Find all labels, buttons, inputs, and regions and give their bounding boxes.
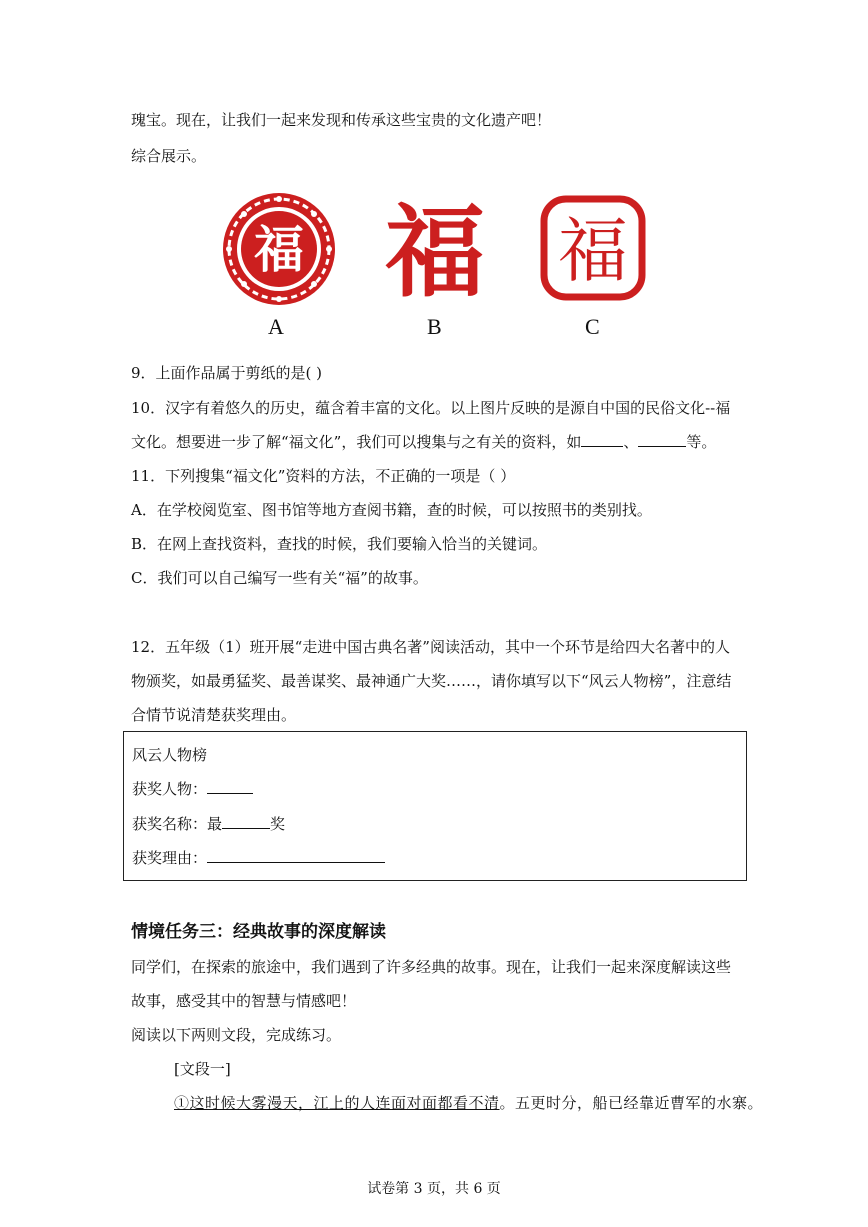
excerpt-underlined-text: 这时候大雾漫天，江上的人连面对面都看不清 <box>189 1094 500 1112</box>
question-11-stem: 11．下列搜集“福文化”资料的方法，不正确的一项是（ ） <box>131 467 516 485</box>
question-10-line-1: 10．汉字有着悠久的历史，蕴含着丰富的文化。以上图片反映的是源自中国的民俗文化--福 <box>131 399 731 417</box>
option-c[interactable]: C．我们可以自己编写一些有关“福”的故事。 <box>131 569 428 587</box>
award-person-label: 获奖人物： <box>132 780 208 798</box>
question-12-line-2: 物颁奖，如最勇猛奖、最善谋奖、最神通广大奖……，请你填写以下“风云人物榜”，注意结 <box>131 672 732 690</box>
figure-label-c: C <box>585 314 600 339</box>
task-3-instruction: 阅读以下两则文段，完成练习。 <box>131 1026 342 1044</box>
question-10-end: 等。 <box>686 433 717 451</box>
award-box <box>123 731 747 881</box>
award-name-blank[interactable] <box>222 813 270 829</box>
option-a[interactable]: A．在学校阅览室、图书馆等地方查阅书籍，查的时候，可以按照书的类别找。 <box>131 501 652 519</box>
award-person-row <box>132 778 253 800</box>
question-12-line-1: 12．五年级（1）班开展“走进中国古典名著”阅读活动，其中一个环节是给四大名著中的人 <box>131 638 730 656</box>
question-12-line-3: 合情节说清楚获奖理由。 <box>131 706 297 724</box>
paper-cut-fu-image <box>220 190 338 308</box>
answer-blank-1[interactable] <box>581 431 623 447</box>
excerpt-rest-text: 。五更时分，船已经靠近曹军的水寨。 <box>499 1094 764 1112</box>
excerpt-1-sentence <box>174 1092 763 1114</box>
blank-separator: 、 <box>623 433 639 451</box>
task-3-para-line-2: 故事，感受其中的智慧与情感吧！ <box>131 992 357 1010</box>
task-3-heading: 情境任务三：经典故事的深度解读 <box>131 922 386 942</box>
award-name-prefix: 最 <box>207 815 223 833</box>
award-reason-label: 获奖理由： <box>132 849 208 867</box>
answer-blank-2[interactable] <box>638 431 686 447</box>
question-10-text: 文化。想要进一步了解“福文化”，我们可以搜集与之有关的资料，如 <box>131 433 582 451</box>
task-3-para-line-1: 同学们，在探索的旅途中，我们遇到了许多经典的故事。现在，让我们一起来深度解读这些 <box>131 958 732 976</box>
paper-cut-fu-char: 福 <box>254 221 304 279</box>
page-footer: 试卷第 3 页，共 6 页 <box>367 1181 501 1197</box>
award-reason-row <box>132 847 385 869</box>
award-box-title: 风云人物榜 <box>132 746 208 764</box>
option-b[interactable]: B．在网上查找资料，查找的时候，我们要输入恰当的关键词。 <box>131 535 548 553</box>
award-name-row <box>132 813 285 835</box>
question-10-line-2 <box>131 431 716 453</box>
figure-label-b: B <box>427 314 442 339</box>
excerpt-tag: [文段一] <box>174 1060 231 1078</box>
award-name-suffix: 奖 <box>270 815 286 833</box>
sentence-number: ① <box>174 1094 190 1112</box>
question-9: 9．上面作品属于剪纸的是( ) <box>131 364 323 382</box>
intro-line-1: 瑰宝。现在，让我们一起来发现和传承这些宝贵的文化遗产吧！ <box>131 111 552 129</box>
award-reason-blank[interactable] <box>207 847 385 863</box>
figure-label-a: A <box>268 314 284 339</box>
seal-fu-char: 福 <box>558 210 628 292</box>
calligraphy-fu-image <box>375 195 495 305</box>
calligraphy-fu-char: 福 <box>385 195 485 305</box>
award-name-label: 获奖名称： <box>132 815 208 833</box>
intro-line-2: 综合展示。 <box>131 147 207 165</box>
award-person-blank[interactable] <box>207 778 253 794</box>
seal-fu-image <box>540 195 646 301</box>
